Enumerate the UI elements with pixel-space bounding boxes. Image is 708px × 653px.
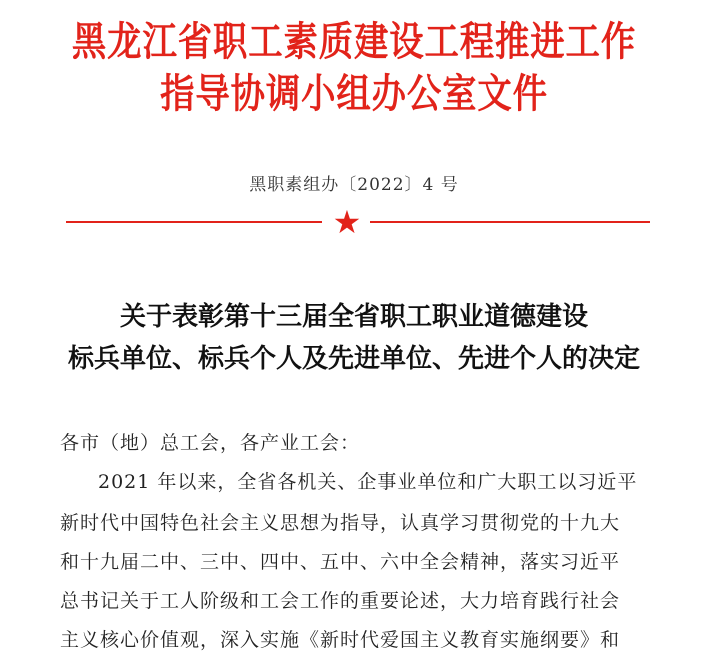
- body-line: 新时代中国特色社会主义思想为指导，认真学习贯彻党的十九大: [60, 512, 621, 534]
- document-header-line-2: 指导协调小组办公室文件: [160, 70, 548, 117]
- body-line: 总书记关于工人阶级和工会工作的重要论述，大力培育践行社会: [60, 590, 621, 612]
- body-line: 2021 年以来，全省各机关、企事业单位和广大职工以习近平: [98, 471, 638, 493]
- document-header-line-1: 黑龙江省职工素质建设工程推进工作: [71, 18, 637, 65]
- salutation: 各市（地）总工会，各产业工会：: [60, 432, 361, 454]
- document-title-line-1: 关于表彰第十三届全省职工职业道德建设: [119, 302, 588, 332]
- red-divider-left: [66, 221, 322, 223]
- document-title-line-2: 标兵单位、标兵个人及先进单位、先进个人的决定: [67, 344, 640, 374]
- body-line: 和十九届二中、三中、四中、五中、六中全会精神，落实习近平: [60, 551, 621, 573]
- document-number: 黑职素组办〔2022〕4 号: [249, 175, 459, 195]
- red-divider-right: [370, 221, 650, 223]
- body-line: 主义核心价值观，深入实施《新时代爱国主义教育实施纲要》和: [60, 629, 621, 651]
- red-star-icon: ★: [332, 203, 362, 241]
